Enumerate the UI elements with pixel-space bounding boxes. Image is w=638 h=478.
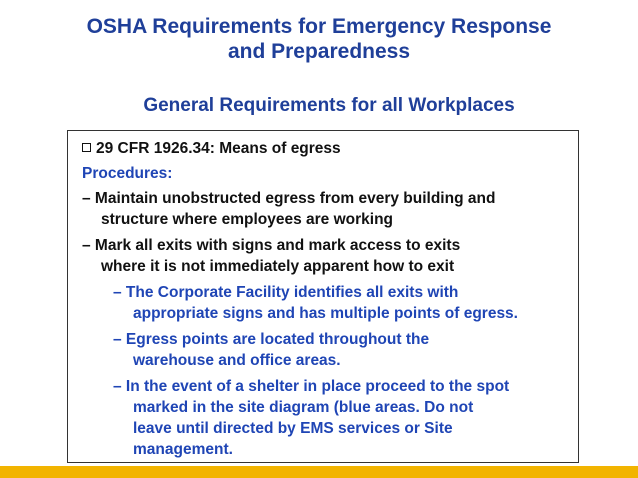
checkbox-bullet-icon [82, 143, 91, 152]
slide-title-line-1: OSHA Requirements for Emergency Response [86, 15, 552, 38]
sub-bullet-1-line-2: appropriate signs and has multiple points of egress. [133, 305, 518, 322]
sub-bullet-2-line-1: – Egress points are located throughout the [113, 331, 430, 348]
bullet-1-line-1: – Maintain unobstructed egress from every building and [82, 190, 496, 207]
regulation-heading [82, 139, 341, 158]
sub-bullet-3-line-2: marked in the site diagram (blue areas. Do not [133, 399, 474, 416]
procedures-label: Procedures: [82, 165, 173, 182]
slide-title-line-2: and Preparedness [227, 40, 411, 63]
sub-bullet-3-line-1: – In the event of a shelter in place proceed to the spot [113, 378, 510, 395]
slide-title [0, 14, 638, 64]
regulation-heading-text: 29 CFR 1926.34: Means of egress [96, 140, 341, 157]
footer-accent-bar [0, 466, 638, 478]
bullet-2-line-1: – Mark all exits with signs and mark access to exits [82, 237, 461, 254]
slide-subtitle: General Requirements for all Workplaces [143, 95, 515, 116]
sub-bullet-3-line-4: management. [133, 441, 233, 458]
bullet-2-line-2: where it is not immediately apparent how to exit [101, 258, 455, 275]
sub-bullet-1-line-1: – The Corporate Facility identifies all exits with [113, 284, 459, 301]
sub-bullet-3-line-3: leave until directed by EMS services or Site [133, 420, 453, 437]
bullet-1-line-2: structure where employees are working [101, 211, 394, 228]
sub-bullet-2-line-2: warehouse and office areas. [133, 352, 341, 369]
